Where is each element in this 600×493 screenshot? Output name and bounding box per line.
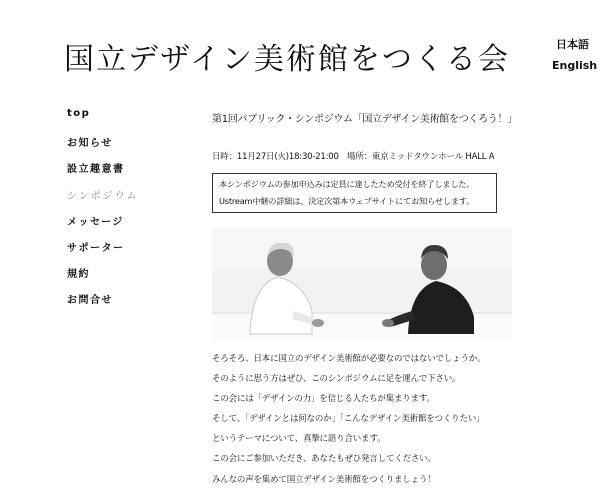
nav-item-top[interactable]: top [67, 108, 91, 119]
nav-item-news[interactable]: お知らせ [67, 138, 113, 150]
speakers-photo [212, 229, 512, 342]
body-line: そろそろ、日本に国立のデザイン美術館が必要なのではないでしょうか。 [212, 354, 486, 364]
site-title: 国立デザイン美術館をつくる会 [64, 42, 510, 77]
body-line: そして、「デザインとは何なのか」「こんなデザイン美術館をつくりたい」 [212, 414, 485, 425]
nav-item-prospectus[interactable]: 設立趣意書 [67, 164, 125, 176]
body-line: この会には「デザインの力」を信じる人たちが集まります。 [212, 394, 435, 405]
notice-line: 本シンポジウムの参加申込みは定員に達したため受付を終了しました。 [219, 179, 475, 189]
nav-item-symposium[interactable]: シンポジウム [67, 190, 139, 202]
body-line: というテーマについて、真摯に語り合います。 [212, 434, 386, 445]
page-heading: 第1回パブリック・シンポジウム「国立デザイン美術館をつくろう！」 [212, 114, 517, 125]
language-english-link[interactable]: English [552, 59, 598, 72]
body-text [212, 352, 485, 493]
notice-line: Ustream中継の詳細は、決定次第本ウェブサイトにてお知らせします。 [219, 196, 475, 206]
body-line: みんなの声を集めて国立デザイン美術館をつくりましょう！ [212, 474, 436, 485]
nav-item-supporters[interactable]: サポーター [67, 242, 125, 254]
nav-item-message[interactable]: メッセージ [67, 216, 124, 228]
event-info: 日時：11月27日(火)18:30-21:00 場所：東京ミッドタウンホール HALL A [212, 152, 495, 162]
nav-item-rules[interactable]: 規約 [67, 269, 90, 281]
language-japanese-link[interactable]: 日本語 [556, 38, 589, 51]
nav-item-contact[interactable]: お問合せ [67, 295, 113, 307]
notice-box [212, 173, 497, 213]
body-line: そのように思う方はぜひ、このシンポジウムに足を運んで下さい。 [212, 374, 461, 385]
sidebar-nav [67, 108, 139, 318]
body-line: この会にご参加いただき、あなたもぜひ発言してください。 [212, 454, 436, 465]
